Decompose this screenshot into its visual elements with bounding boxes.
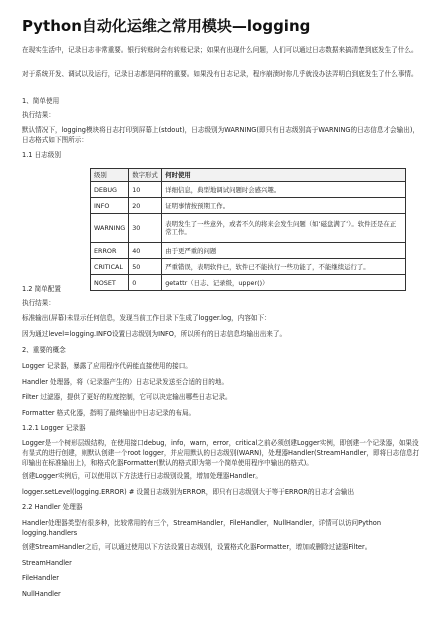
handler-item-null: NullHandler xyxy=(22,590,61,598)
number-cell: 10 xyxy=(129,182,162,198)
streamhandler-config-paragraph: 创建StreamHandler之后，可以通过使用以下方法设置日志级别，设置格式化器Formatter，增加或删除过滤器Filter。 xyxy=(22,543,372,551)
level-cell: WARNING xyxy=(91,214,129,243)
stdout-paragraph: 标准输出(屏幕)未显示任何信息，发现当前工作目录下生成了logger.log，内容如下： xyxy=(22,314,271,322)
log-level-table xyxy=(90,168,406,291)
subsection-handler-heading: 2.2 Handler 处理器 xyxy=(22,503,83,511)
level-cell: INFO xyxy=(91,198,129,214)
column-header-level: 级别 xyxy=(91,169,129,182)
handler-item-file: FileHandler xyxy=(22,574,59,582)
column-header-number: 数字形式 xyxy=(129,169,162,182)
concept-filter: Filter 过滤器，提供了更好的粒度控制，它可以决定输出哪些日志记录。 xyxy=(22,393,232,401)
exec-result-label-2: 执行结果： xyxy=(22,299,55,307)
table-header-row xyxy=(91,169,406,182)
table-row xyxy=(91,259,406,275)
section-2-heading: 2、重要的概念 xyxy=(22,346,66,354)
table-row xyxy=(91,198,406,214)
level-cell: ERROR xyxy=(91,243,129,259)
level-cell: NOSET xyxy=(91,275,129,291)
intro-paragraph-2: 对于系统开发、调试以及运行，记录日志都是同样的重要。如果没有日志记录，程序崩溃时你几乎就没办法弄明白到底发生了什么事情。 xyxy=(22,70,418,78)
section-1-heading: 1、简单使用 xyxy=(22,97,60,105)
usage-cell: getattr（日志、记录级，upper()） xyxy=(162,275,406,291)
number-cell: 0 xyxy=(129,275,162,291)
subsection-logger-heading: 1.2.1 Logger 记录器 xyxy=(22,424,86,432)
table-row xyxy=(91,214,406,243)
handler-description-paragraph: Handler处理器类型有很多种，比较常用的有三个，StreamHandler，FileHandler，NullHandler，详情可以访问Python logging.handlers xyxy=(22,519,381,537)
number-cell: 30 xyxy=(129,214,162,243)
level-info-paragraph: 因为通过level=logging.INFO设置日志级别为INFO，所以所有的日志信息均输出出来了。 xyxy=(22,330,287,338)
page-title: Python自动化运维之常用模块—logging xyxy=(22,17,311,35)
usage-cell: 证明事情按预期工作。 xyxy=(162,198,406,214)
column-header-usage: 何时使用 xyxy=(162,169,406,182)
create-logger-paragraph: 创建Logger实例后，可以使用以下方法进行日志级别设置，增加处理器Handler。 xyxy=(22,472,262,480)
usage-cell: 详细信息，典型地调试问题时会感兴趣。 xyxy=(162,182,406,198)
table-row xyxy=(91,182,406,198)
exec-result-label-1: 执行结果： xyxy=(22,111,55,119)
default-behavior-paragraph: 默认情况下，logging模块将日志打印到屏幕上(stdout)，日志级别为WARNING(即只有日志级别高于WARNING的日志信息才会输出)，日志格式如下图所示： xyxy=(22,126,420,144)
level-cell: CRITICAL xyxy=(91,259,129,275)
number-cell: 20 xyxy=(129,198,162,214)
setlevel-code-line: logger.setLevel(logging.ERROR) # 设置日志级别为ERROR，即只有日志级别大于等于ERROR的日志才会输出 xyxy=(22,488,355,496)
number-cell: 40 xyxy=(129,243,162,259)
number-cell: 50 xyxy=(129,259,162,275)
subsection-1-2-heading: 1.2 简单配置 xyxy=(22,285,61,293)
concept-logger: Logger 记录器，暴露了应用程序代码能直接使用的接口。 xyxy=(22,362,192,370)
intro-paragraph-1: 在现实生活中，记录日志非常重要。银行转账时会有转账记录；如果有出现什么问题，人们可以通过日志数据来搞清楚到底发生了什么。 xyxy=(22,46,418,54)
subsection-1-1-heading: 1.1 日志级别 xyxy=(22,151,61,159)
level-cell: DEBUG xyxy=(91,182,129,198)
usage-cell: 由于更严重的问题 xyxy=(162,243,406,259)
usage-cell: 表明发生了一些意外，或者不久的将来会发生问题（如‘磁盘满了’）。软件还是在正常工作。 xyxy=(162,214,406,243)
table-row xyxy=(91,243,406,259)
logger-description-paragraph: Logger是一个树形层级结构，在使用接口debug，info，warn，error，critical之前必须创建Logger实例，即创建一个记录器，如果没有显式的进行创建，则默认创建一个root logger，并应用默认的日志级别(WARN)，处理器Handler(StreamHandler，即将日志信息打印输出在标准输出上)，和格式化器Formatter(默认的格式即为第一个简单使用程序中输出的格式)。 xyxy=(22,439,420,467)
handler-item-stream: StreamHandler xyxy=(22,559,72,567)
concept-handler: Handler 处理器，将（记录器产生的）日志记录发送至合适的目的地。 xyxy=(22,378,229,386)
usage-cell: 严重错误，表明软件已，软件已不能执行一些功能了，不能继续运行了。 xyxy=(162,259,406,275)
concept-formatter: Formatter 格式化器，指明了最终输出中日志记录的布局。 xyxy=(22,409,196,417)
